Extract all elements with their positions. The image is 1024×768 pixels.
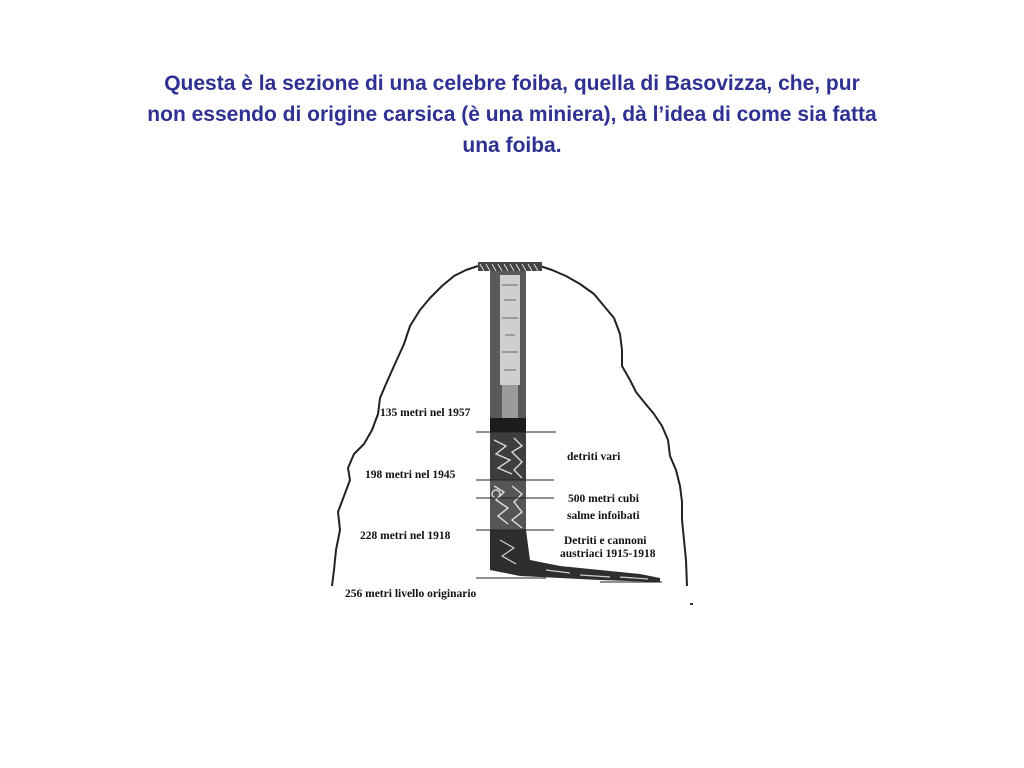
caption-line-3: una foiba. (462, 134, 562, 157)
label-remains-line-1: 500 metri cubi (568, 493, 639, 505)
label-war-debris-line-1: Detriti e cannoni (564, 535, 647, 547)
debris-top-band (490, 418, 526, 432)
label-debris: detriti vari (567, 451, 621, 463)
label-remains-line-2: salme infoibati (567, 510, 640, 522)
label-256m-original: 256 metri livello originario (345, 588, 477, 600)
caption-line-2: non essendo di origine carsica (è una miniera), dà l’idea di come sia fatta (147, 103, 877, 126)
label-198m-1945: 198 metri nel 1945 (365, 469, 456, 481)
caption-line-1: Questa è la sezione di una celebre foiba, quella di Basovizza, che, pur (164, 72, 860, 95)
label-228m-1918: 228 metri nel 1918 (360, 530, 451, 542)
shaft-void-upper (500, 275, 520, 385)
stray-mark (690, 603, 693, 605)
label-war-debris-line-2: austriaci 1915-1918 (560, 548, 656, 560)
label-135m-1957: 135 metri nel 1957 (380, 407, 471, 419)
